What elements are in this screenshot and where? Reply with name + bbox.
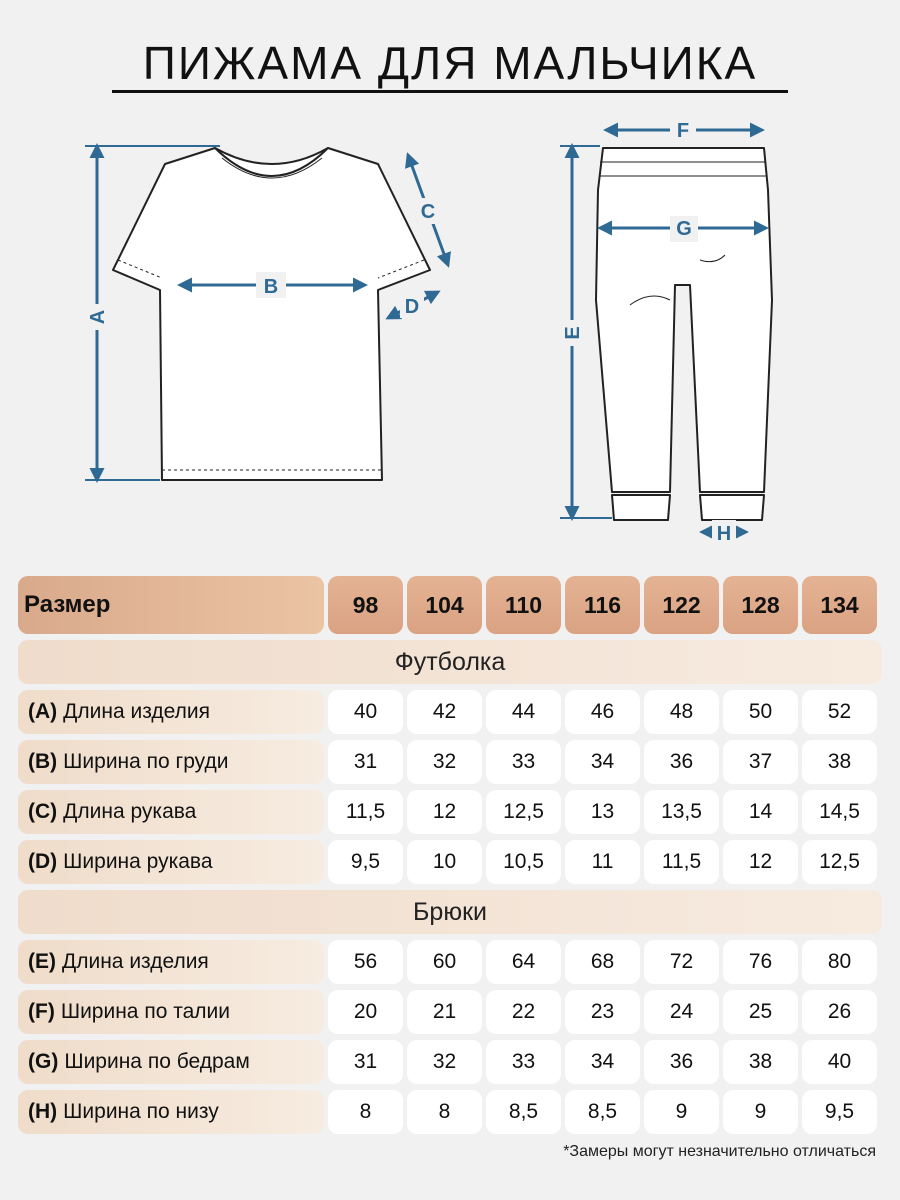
table-row <box>18 940 882 984</box>
value-cell: 56 <box>328 940 403 984</box>
row-code: (D) <box>28 850 58 873</box>
row-code: (C) <box>28 800 58 823</box>
row-code: (B) <box>28 750 58 773</box>
value-cell: 9 <box>723 1090 798 1134</box>
value-cell: 21 <box>407 990 482 1034</box>
row-label <box>18 840 324 884</box>
row-label <box>18 740 324 784</box>
table-header-row <box>18 576 882 634</box>
row-name: Ширина по груди <box>63 750 229 773</box>
row-name: Ширина рукава <box>63 850 213 873</box>
table-row <box>18 1040 882 1084</box>
value-cell: 36 <box>644 1040 719 1084</box>
table-row <box>18 840 882 884</box>
value-cell: 8,5 <box>565 1090 640 1134</box>
size-header: 98 <box>328 576 403 634</box>
table-row <box>18 990 882 1034</box>
row-code: (H) <box>28 1100 58 1123</box>
tshirt-drawing <box>113 148 430 480</box>
value-cell: 8,5 <box>486 1090 561 1134</box>
value-cell: 20 <box>328 990 403 1034</box>
size-diagram <box>0 100 900 560</box>
value-cell: 12 <box>407 790 482 834</box>
footnote: *Замеры могут незначительно отличаться <box>563 1143 876 1160</box>
value-cell: 12,5 <box>802 840 877 884</box>
size-table <box>18 576 882 1140</box>
value-cell: 12 <box>723 840 798 884</box>
table-row <box>18 740 882 784</box>
table-row <box>18 690 882 734</box>
value-cell: 76 <box>723 940 798 984</box>
value-cell: 25 <box>723 990 798 1034</box>
page-title: ПИЖАМА ДЛЯ МАЛЬЧИКА <box>142 37 758 89</box>
label-c: C <box>420 201 436 223</box>
value-cell: 68 <box>565 940 640 984</box>
value-cell: 40 <box>328 690 403 734</box>
row-code: (F) <box>28 1000 55 1023</box>
value-cell: 11,5 <box>328 790 403 834</box>
value-cell: 14,5 <box>802 790 877 834</box>
table-row <box>18 1090 882 1134</box>
value-cell: 9,5 <box>328 840 403 884</box>
value-cell: 26 <box>802 990 877 1034</box>
value-cell: 50 <box>723 690 798 734</box>
table-row <box>18 790 882 834</box>
value-cell: 52 <box>802 690 877 734</box>
value-cell: 34 <box>565 740 640 784</box>
value-cell: 46 <box>565 690 640 734</box>
value-cell: 48 <box>644 690 719 734</box>
value-cell: 38 <box>723 1040 798 1084</box>
value-cell: 14 <box>723 790 798 834</box>
value-cell: 10 <box>407 840 482 884</box>
value-cell: 24 <box>644 990 719 1034</box>
size-header-label: Размер <box>18 576 324 634</box>
size-header: 116 <box>565 576 640 634</box>
pants-drawing <box>596 148 772 520</box>
value-cell: 44 <box>486 690 561 734</box>
size-header: 122 <box>644 576 719 634</box>
value-cell: 8 <box>328 1090 403 1134</box>
row-code: (G) <box>28 1050 59 1073</box>
size-header: 104 <box>407 576 482 634</box>
row-label <box>18 1040 324 1084</box>
value-cell: 9 <box>644 1090 719 1134</box>
row-label <box>18 990 324 1034</box>
row-code: (E) <box>28 950 56 973</box>
section-tshirt: Футболка <box>18 640 882 684</box>
value-cell: 32 <box>407 740 482 784</box>
row-name: Длина изделия <box>63 700 210 723</box>
row-name: Длина рукава <box>63 800 197 823</box>
row-name: Ширина по бедрам <box>64 1050 250 1073</box>
title-underline <box>112 90 788 93</box>
value-cell: 72 <box>644 940 719 984</box>
value-cell: 10,5 <box>486 840 561 884</box>
value-cell: 9,5 <box>802 1090 877 1134</box>
size-header: 128 <box>723 576 798 634</box>
value-cell: 22 <box>486 990 561 1034</box>
row-label <box>18 940 324 984</box>
value-cell: 64 <box>486 940 561 984</box>
value-cell: 36 <box>644 740 719 784</box>
value-cell: 33 <box>486 740 561 784</box>
label-b: B <box>263 276 279 298</box>
value-cell: 11 <box>565 840 640 884</box>
value-cell: 80 <box>802 940 877 984</box>
label-e: E <box>562 326 584 340</box>
value-cell: 31 <box>328 740 403 784</box>
label-a: A <box>87 309 109 325</box>
row-label <box>18 790 324 834</box>
label-g: G <box>676 218 692 240</box>
value-cell: 38 <box>802 740 877 784</box>
value-cell: 23 <box>565 990 640 1034</box>
value-cell: 13,5 <box>644 790 719 834</box>
row-name: Ширина по талии <box>60 1000 230 1023</box>
size-header: 110 <box>486 576 561 634</box>
value-cell: 12,5 <box>486 790 561 834</box>
value-cell: 13 <box>565 790 640 834</box>
section-pants: Брюки <box>18 890 882 934</box>
value-cell: 8 <box>407 1090 482 1134</box>
row-name: Длина изделия <box>62 950 209 973</box>
label-d: D <box>404 296 420 318</box>
value-cell: 34 <box>565 1040 640 1084</box>
value-cell: 32 <box>407 1040 482 1084</box>
label-h: H <box>716 523 732 545</box>
value-cell: 33 <box>486 1040 561 1084</box>
row-code: (A) <box>28 700 58 723</box>
value-cell: 11,5 <box>644 840 719 884</box>
row-label <box>18 690 324 734</box>
size-header: 134 <box>802 576 877 634</box>
value-cell: 42 <box>407 690 482 734</box>
row-label <box>18 1090 324 1134</box>
row-name: Ширина по низу <box>63 1100 219 1123</box>
value-cell: 60 <box>407 940 482 984</box>
value-cell: 40 <box>802 1040 877 1084</box>
label-f: F <box>676 120 690 142</box>
value-cell: 31 <box>328 1040 403 1084</box>
value-cell: 37 <box>723 740 798 784</box>
